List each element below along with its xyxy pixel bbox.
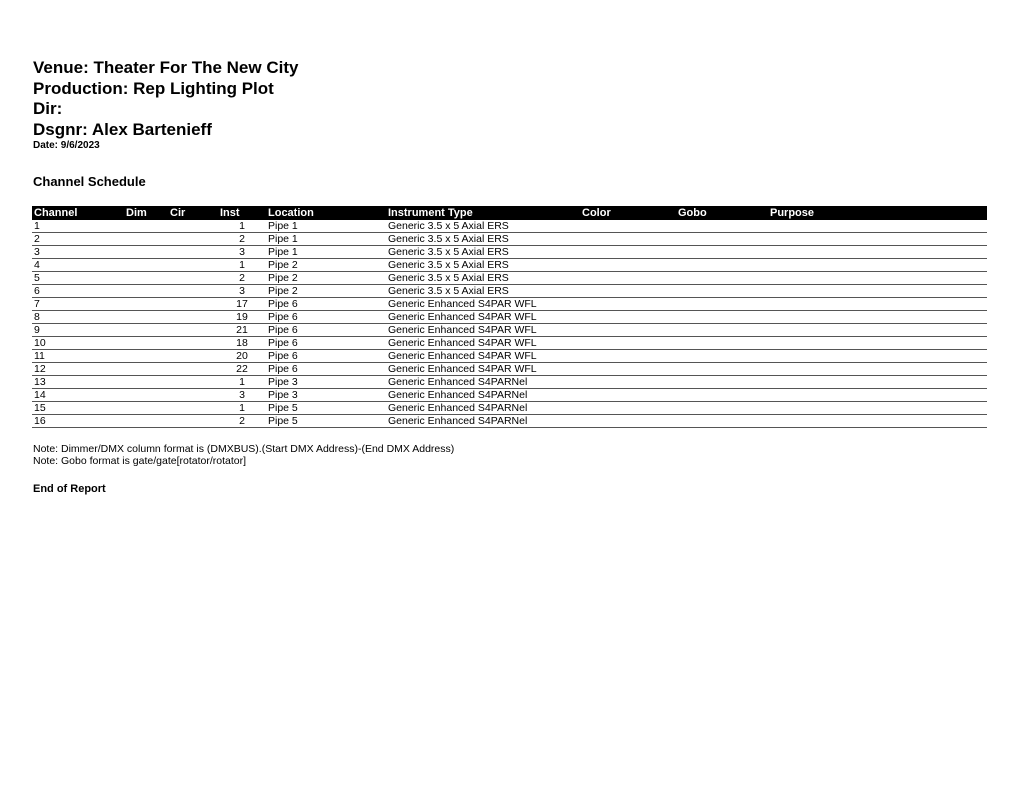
- cell-color: [580, 363, 676, 376]
- cell-gobo: [676, 259, 768, 272]
- cell-location: Pipe 5: [266, 415, 386, 428]
- table-row: [32, 246, 987, 259]
- cell-location: Pipe 3: [266, 389, 386, 402]
- cell-inst: 2: [218, 233, 266, 246]
- cell-cir: [168, 350, 218, 363]
- col-header-inst: Inst: [218, 206, 266, 220]
- cell-inst: 3: [218, 246, 266, 259]
- cell-type: Generic Enhanced S4PAR WFL: [386, 337, 580, 350]
- col-header-location: Location: [266, 206, 386, 220]
- cell-cir: [168, 233, 218, 246]
- table-row: [32, 298, 987, 311]
- cell-color: [580, 233, 676, 246]
- cell-color: [580, 285, 676, 298]
- designer-title: Dsgnr: Alex Bartenieff: [33, 119, 212, 139]
- cell-color: [580, 402, 676, 415]
- cell-cir: [168, 363, 218, 376]
- cell-dim: [124, 363, 168, 376]
- cell-dim: [124, 311, 168, 324]
- cell-gobo: [676, 324, 768, 337]
- cell-dim: [124, 246, 168, 259]
- cell-channel: 2: [32, 233, 124, 246]
- cell-gobo: [676, 350, 768, 363]
- cell-purpose: [768, 350, 987, 363]
- cell-color: [580, 324, 676, 337]
- cell-channel: 6: [32, 285, 124, 298]
- cell-location: Pipe 6: [266, 298, 386, 311]
- cell-cir: [168, 311, 218, 324]
- cell-dim: [124, 415, 168, 428]
- cell-purpose: [768, 233, 987, 246]
- cell-color: [580, 246, 676, 259]
- table-row: [32, 259, 987, 272]
- cell-type: Generic 3.5 x 5 Axial ERS: [386, 233, 580, 246]
- cell-location: Pipe 6: [266, 311, 386, 324]
- cell-dim: [124, 389, 168, 402]
- cell-purpose: [768, 363, 987, 376]
- cell-dim: [124, 350, 168, 363]
- cell-cir: [168, 337, 218, 350]
- cell-purpose: [768, 324, 987, 337]
- cell-dim: [124, 324, 168, 337]
- cell-type: Generic Enhanced S4PARNel: [386, 415, 580, 428]
- cell-dim: [124, 285, 168, 298]
- cell-gobo: [676, 285, 768, 298]
- cell-gobo: [676, 246, 768, 259]
- cell-purpose: [768, 389, 987, 402]
- cell-channel: 5: [32, 272, 124, 285]
- cell-location: Pipe 6: [266, 324, 386, 337]
- cell-channel: 7: [32, 298, 124, 311]
- cell-purpose: [768, 220, 987, 233]
- col-header-instrument-type: Instrument Type: [386, 206, 580, 220]
- cell-channel: 3: [32, 246, 124, 259]
- notes: [33, 443, 454, 467]
- cell-color: [580, 350, 676, 363]
- schedule-title: Channel Schedule: [33, 174, 146, 189]
- cell-cir: [168, 285, 218, 298]
- cell-location: Pipe 6: [266, 337, 386, 350]
- cell-type: Generic Enhanced S4PARNel: [386, 389, 580, 402]
- cell-color: [580, 415, 676, 428]
- director-title: Dir:: [33, 99, 63, 118]
- cell-dim: [124, 220, 168, 233]
- cell-type: Generic 3.5 x 5 Axial ERS: [386, 246, 580, 259]
- cell-color: [580, 337, 676, 350]
- cell-purpose: [768, 259, 987, 272]
- col-header-gobo: Gobo: [676, 206, 768, 220]
- cell-color: [580, 389, 676, 402]
- cell-gobo: [676, 337, 768, 350]
- cell-inst: 21: [218, 324, 266, 337]
- cell-inst: 19: [218, 311, 266, 324]
- production-title: Production: Rep Lighting Plot: [33, 78, 274, 98]
- cell-inst: 20: [218, 350, 266, 363]
- table-row: [32, 389, 987, 402]
- cell-location: Pipe 3: [266, 376, 386, 389]
- report-date: Date: 9/6/2023: [33, 140, 100, 151]
- cell-inst: 1: [218, 259, 266, 272]
- cell-cir: [168, 376, 218, 389]
- table-row: [32, 272, 987, 285]
- cell-gobo: [676, 376, 768, 389]
- col-header-channel: Channel: [32, 206, 124, 220]
- cell-gobo: [676, 233, 768, 246]
- cell-cir: [168, 298, 218, 311]
- cell-channel: 10: [32, 337, 124, 350]
- cell-gobo: [676, 415, 768, 428]
- cell-cir: [168, 415, 218, 428]
- cell-cir: [168, 220, 218, 233]
- cell-inst: 2: [218, 272, 266, 285]
- cell-type: Generic Enhanced S4PARNel: [386, 402, 580, 415]
- cell-purpose: [768, 376, 987, 389]
- cell-location: Pipe 2: [266, 272, 386, 285]
- cell-location: Pipe 2: [266, 285, 386, 298]
- cell-inst: 3: [218, 285, 266, 298]
- cell-type: Generic Enhanced S4PAR WFL: [386, 298, 580, 311]
- cell-channel: 8: [32, 311, 124, 324]
- table-row: [32, 337, 987, 350]
- cell-inst: 2: [218, 415, 266, 428]
- cell-purpose: [768, 246, 987, 259]
- cell-color: [580, 298, 676, 311]
- col-header-cir: Cir: [168, 206, 218, 220]
- cell-cir: [168, 402, 218, 415]
- cell-gobo: [676, 272, 768, 285]
- cell-channel: 12: [32, 363, 124, 376]
- cell-location: Pipe 6: [266, 363, 386, 376]
- cell-type: Generic 3.5 x 5 Axial ERS: [386, 220, 580, 233]
- cell-location: Pipe 1: [266, 233, 386, 246]
- cell-channel: 14: [32, 389, 124, 402]
- cell-purpose: [768, 272, 987, 285]
- cell-type: Generic Enhanced S4PAR WFL: [386, 350, 580, 363]
- table-row: [32, 402, 987, 415]
- cell-color: [580, 311, 676, 324]
- table-row: [32, 415, 987, 428]
- cell-type: Generic 3.5 x 5 Axial ERS: [386, 285, 580, 298]
- cell-type: Generic 3.5 x 5 Axial ERS: [386, 272, 580, 285]
- venue-title: Venue: Theater For The New City: [33, 58, 299, 77]
- cell-inst: 17: [218, 298, 266, 311]
- table-row: [32, 350, 987, 363]
- cell-channel: 4: [32, 259, 124, 272]
- table-row: [32, 220, 987, 233]
- cell-color: [580, 376, 676, 389]
- report-header: [33, 58, 298, 152]
- cell-dim: [124, 259, 168, 272]
- cell-type: Generic 3.5 x 5 Axial ERS: [386, 259, 580, 272]
- cell-type: Generic Enhanced S4PAR WFL: [386, 324, 580, 337]
- cell-inst: 18: [218, 337, 266, 350]
- table-row: [32, 363, 987, 376]
- col-header-dim: Dim: [124, 206, 168, 220]
- cell-color: [580, 220, 676, 233]
- cell-inst: 1: [218, 220, 266, 233]
- note-dimmer-format: Note: Dimmer/DMX column format is (DMXBUS).(Start DMX Address)-(End DMX Address): [33, 443, 455, 455]
- cell-cir: [168, 246, 218, 259]
- cell-type: Generic Enhanced S4PARNel: [386, 376, 580, 389]
- cell-type: Generic Enhanced S4PAR WFL: [386, 311, 580, 324]
- cell-inst: 1: [218, 376, 266, 389]
- cell-channel: 1: [32, 220, 124, 233]
- table-body: [32, 220, 987, 428]
- cell-location: Pipe 5: [266, 402, 386, 415]
- cell-color: [580, 259, 676, 272]
- cell-dim: [124, 337, 168, 350]
- cell-location: Pipe 1: [266, 246, 386, 259]
- cell-dim: [124, 376, 168, 389]
- table-row: [32, 311, 987, 324]
- cell-inst: 22: [218, 363, 266, 376]
- cell-inst: 3: [218, 389, 266, 402]
- cell-channel: 16: [32, 415, 124, 428]
- cell-dim: [124, 272, 168, 285]
- table-row: [32, 376, 987, 389]
- cell-channel: 9: [32, 324, 124, 337]
- cell-location: Pipe 2: [266, 259, 386, 272]
- col-header-purpose: Purpose: [768, 206, 987, 220]
- cell-dim: [124, 233, 168, 246]
- channel-schedule-table: [32, 206, 987, 428]
- cell-cir: [168, 259, 218, 272]
- cell-gobo: [676, 298, 768, 311]
- col-header-color: Color: [580, 206, 676, 220]
- cell-dim: [124, 402, 168, 415]
- cell-channel: 15: [32, 402, 124, 415]
- cell-gobo: [676, 363, 768, 376]
- table-row: [32, 324, 987, 337]
- cell-purpose: [768, 415, 987, 428]
- cell-cir: [168, 272, 218, 285]
- cell-channel: 13: [32, 376, 124, 389]
- note-gobo-format: Note: Gobo format is gate/gate[rotator/rotator]: [33, 455, 247, 467]
- cell-location: Pipe 1: [266, 220, 386, 233]
- cell-dim: [124, 298, 168, 311]
- cell-type: Generic Enhanced S4PAR WFL: [386, 363, 580, 376]
- table-row: [32, 285, 987, 298]
- table-header-row: [32, 206, 987, 220]
- cell-gobo: [676, 389, 768, 402]
- cell-location: Pipe 6: [266, 350, 386, 363]
- cell-gobo: [676, 402, 768, 415]
- cell-purpose: [768, 285, 987, 298]
- cell-purpose: [768, 298, 987, 311]
- cell-purpose: [768, 311, 987, 324]
- cell-cir: [168, 389, 218, 402]
- cell-purpose: [768, 402, 987, 415]
- cell-color: [580, 272, 676, 285]
- cell-channel: 11: [32, 350, 124, 363]
- cell-inst: 1: [218, 402, 266, 415]
- end-of-report: End of Report: [33, 483, 106, 495]
- cell-gobo: [676, 311, 768, 324]
- cell-cir: [168, 324, 218, 337]
- table-row: [32, 233, 987, 246]
- cell-gobo: [676, 220, 768, 233]
- cell-purpose: [768, 337, 987, 350]
